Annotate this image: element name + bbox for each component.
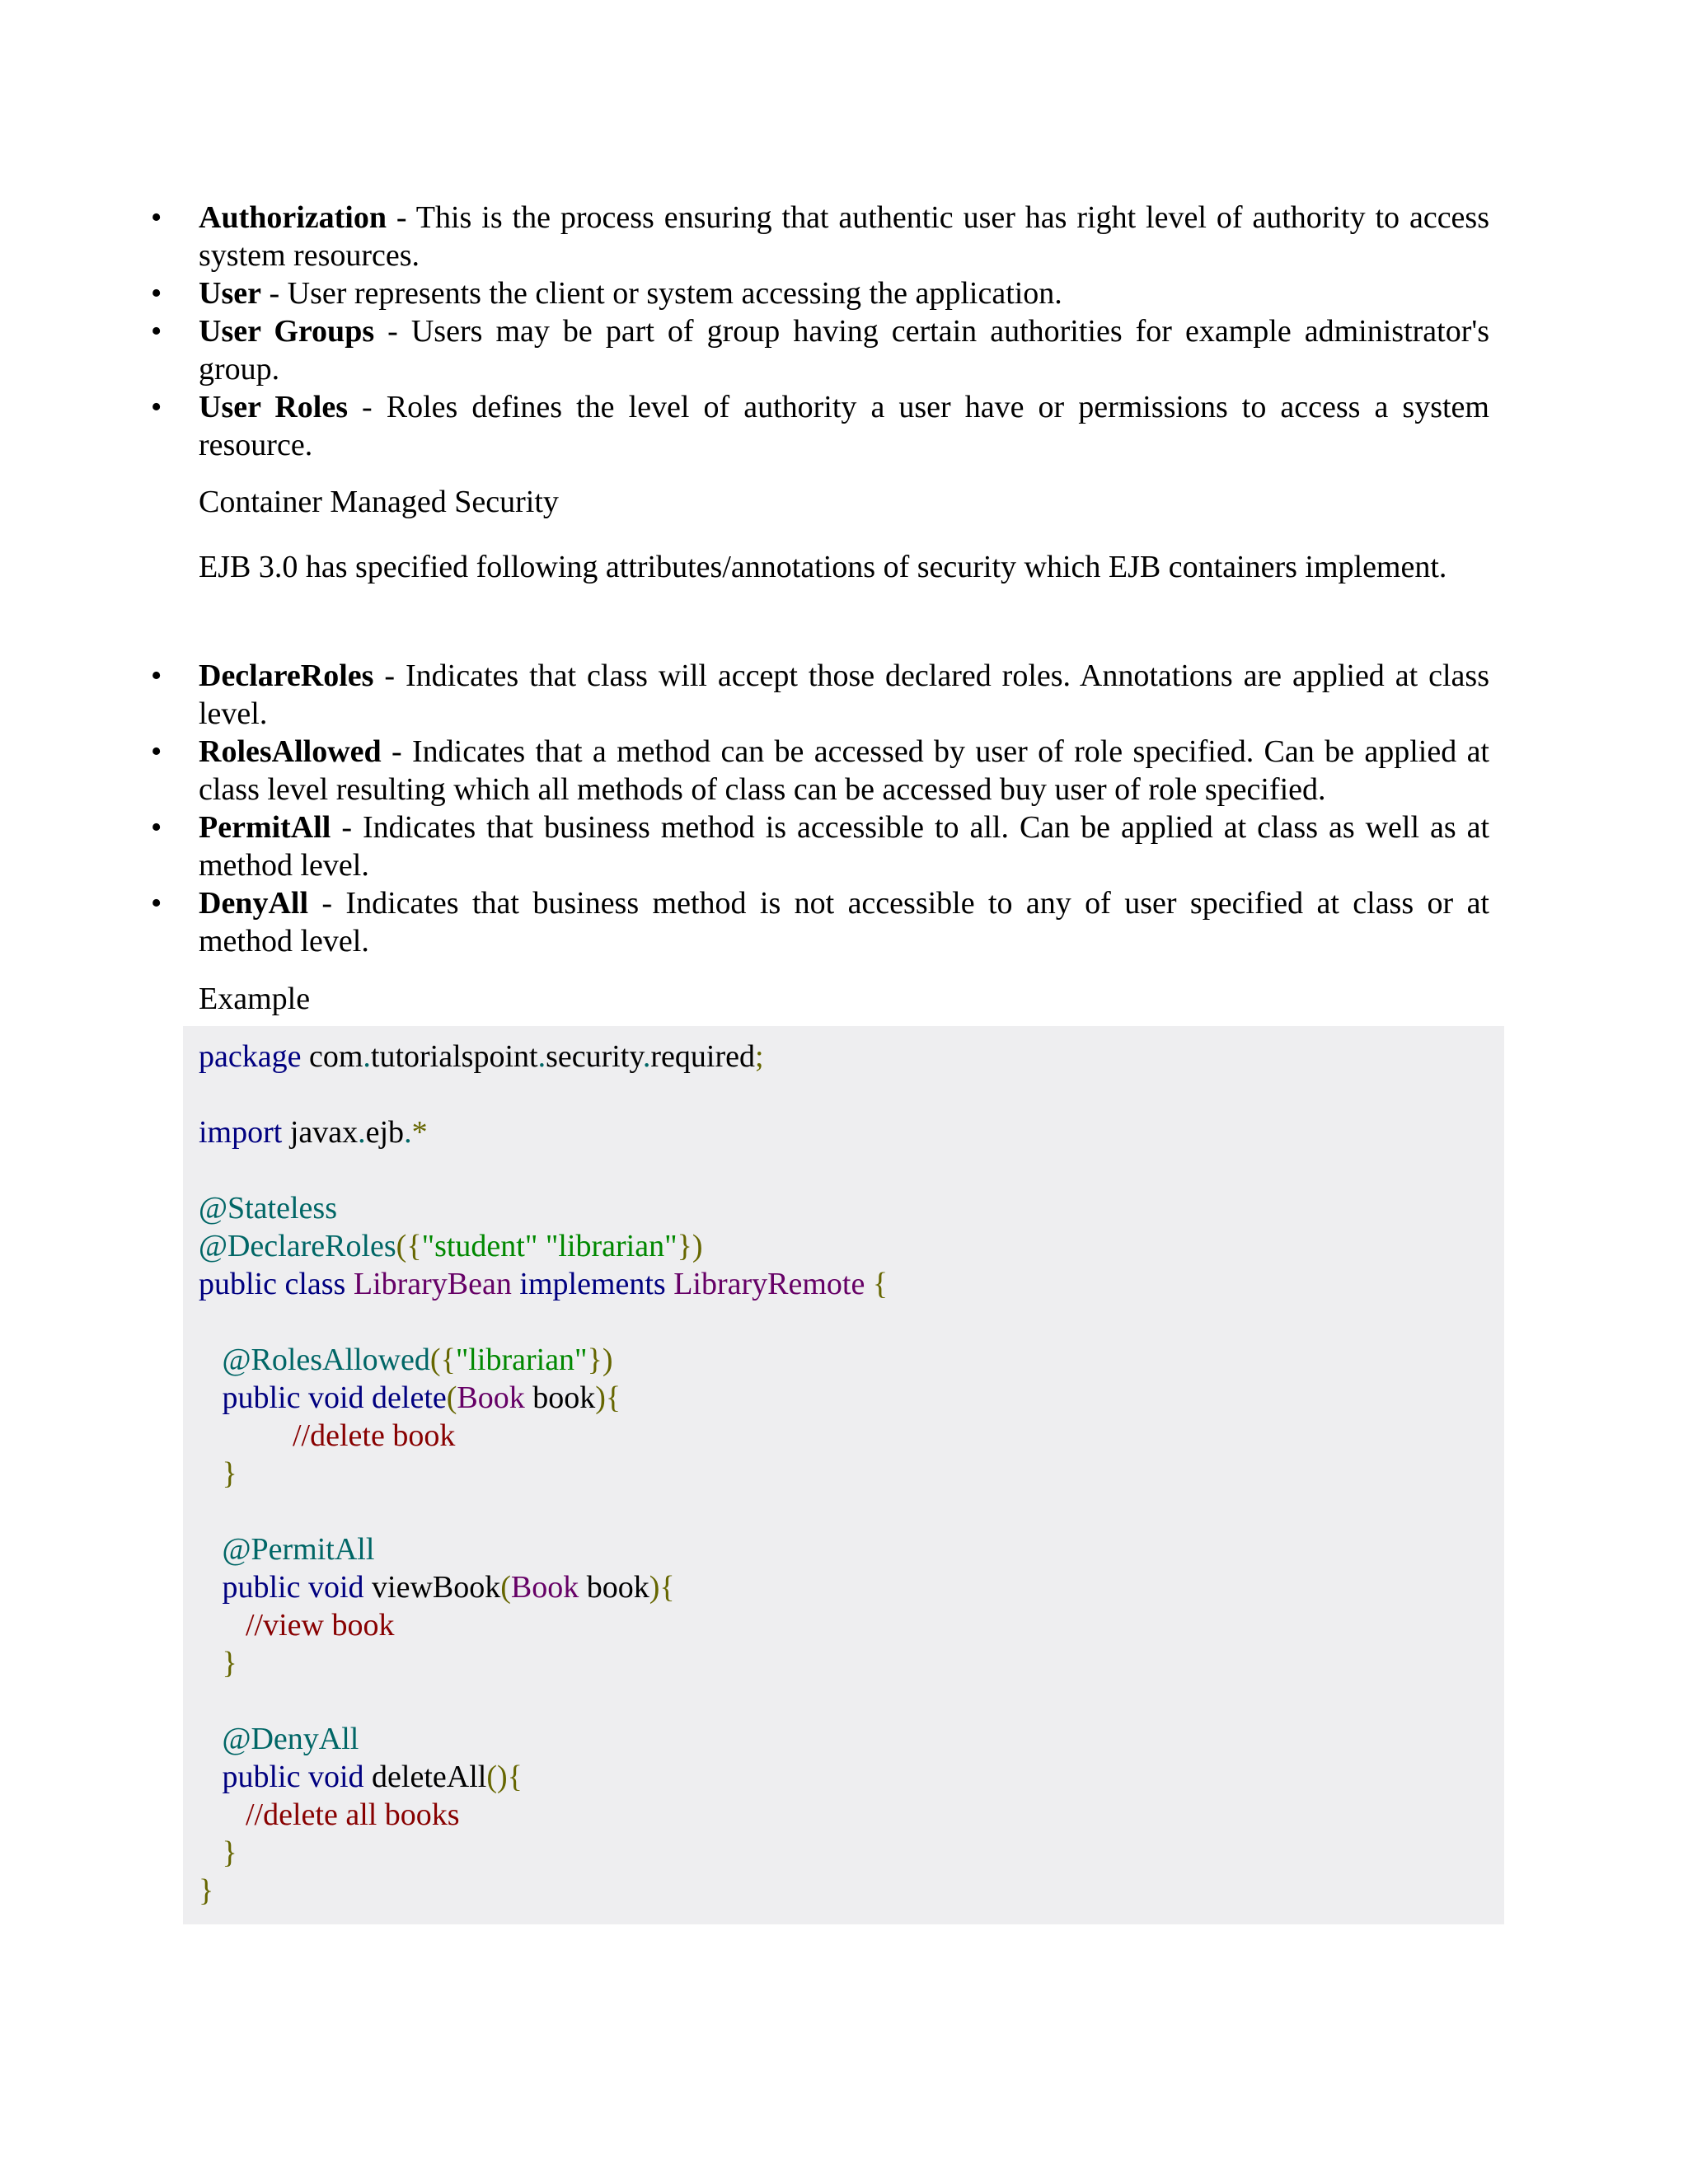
code-indent xyxy=(199,1797,246,1832)
code-comment: //delete book xyxy=(293,1418,456,1453)
code-indent xyxy=(199,1456,223,1491)
code-token xyxy=(364,1380,373,1415)
list-item-term: User Groups xyxy=(199,314,375,349)
code-token: . xyxy=(363,1039,371,1074)
security-terms-list xyxy=(0,199,1688,464)
list-item-text: - Indicates that a method can be accessed by user of role specified. Can be applied at class level resulting which all methods of class can be accessed buy user of role specified. xyxy=(199,734,1489,807)
code-token: } xyxy=(222,1646,237,1680)
list-item-text: - Indicates that class will accept those declared roles. Annotations are applied at class level. xyxy=(199,658,1489,731)
code-token xyxy=(865,1267,873,1301)
code-token: (){ xyxy=(486,1760,523,1794)
intro-paragraph: EJB 3.0 has specified following attributes/annotations of security which EJB containers implement. xyxy=(199,550,1447,584)
code-indent xyxy=(199,1570,223,1605)
code-token xyxy=(364,1760,373,1794)
code-token xyxy=(537,1229,546,1263)
code-token xyxy=(512,1267,520,1301)
code-line-denyall xyxy=(199,1720,359,1758)
code-function: delete xyxy=(372,1380,447,1415)
bullet-icon: • xyxy=(151,658,162,693)
list-item-term: DenyAll xyxy=(199,886,308,921)
list-item xyxy=(0,388,1489,464)
list-item-term: DeclareRoles xyxy=(199,658,374,693)
code-annotation: @DenyAll xyxy=(222,1722,359,1756)
list-item-text: - Indicates that business method is accessible to all. Can be applied at class as well as at method level. xyxy=(199,810,1489,883)
code-token: ({ xyxy=(429,1343,456,1377)
code-token: }) xyxy=(587,1343,613,1377)
list-item xyxy=(0,884,1489,960)
code-line-brace xyxy=(199,1834,237,1872)
list-item-text: - Indicates that business method is not accessible to any of user specified at class or at method level. xyxy=(199,886,1489,958)
code-indent xyxy=(199,1608,246,1643)
list-item-term: User xyxy=(199,276,261,311)
code-token: ){ xyxy=(595,1380,621,1415)
code-keyword: implements xyxy=(519,1267,666,1301)
code-token: ){ xyxy=(649,1570,675,1605)
code-line-stateless xyxy=(199,1189,337,1227)
bullet-icon: • xyxy=(151,886,162,921)
list-item-text: - Users may be part of group having certain authorities for example administrator's group. xyxy=(199,314,1490,387)
list-item-text: - This is the process ensuring that authentic user has right level of authority to access system resources. xyxy=(199,200,1489,273)
list-item-term: Authorization xyxy=(199,200,387,235)
code-annotation: @DeclareRoles xyxy=(199,1229,396,1263)
list-item-term: PermitAll xyxy=(199,810,331,845)
code-keyword: public void xyxy=(222,1380,364,1415)
code-token: . xyxy=(537,1039,546,1074)
code-line-permitall xyxy=(199,1530,374,1568)
code-indent xyxy=(199,1835,223,1870)
code-token: . xyxy=(404,1115,412,1150)
code-line-import xyxy=(199,1113,428,1151)
code-line-rolesallowed xyxy=(199,1341,612,1379)
code-token: . xyxy=(358,1115,366,1150)
code-line-deleteall-method xyxy=(199,1758,523,1796)
list-item xyxy=(0,808,1489,884)
code-type: Book xyxy=(457,1380,525,1415)
code-token: } xyxy=(222,1456,237,1491)
code-keyword: package xyxy=(199,1039,302,1074)
code-token xyxy=(345,1267,354,1301)
code-token: } xyxy=(199,1873,214,1908)
code-type: LibraryRemote xyxy=(673,1267,865,1301)
code-token: ( xyxy=(500,1570,511,1605)
code-token: . xyxy=(642,1039,651,1074)
code-keyword: public void xyxy=(222,1760,364,1794)
code-line-delete-method xyxy=(199,1379,621,1417)
code-annotation: @Stateless xyxy=(199,1191,337,1226)
list-item xyxy=(0,657,1489,733)
code-comment: //view book xyxy=(246,1608,395,1643)
code-token: } xyxy=(222,1835,237,1870)
code-token: required xyxy=(650,1039,755,1074)
code-line-comment xyxy=(199,1606,394,1644)
code-comment: //delete all books xyxy=(246,1797,460,1832)
code-keyword: public void xyxy=(222,1570,364,1605)
code-token: book xyxy=(579,1570,649,1605)
code-line-package xyxy=(199,1038,764,1076)
code-indent xyxy=(199,1760,223,1794)
code-function: deleteAll xyxy=(372,1760,487,1794)
code-token: }) xyxy=(677,1229,703,1263)
bullet-icon: • xyxy=(151,810,162,845)
bullet-icon: • xyxy=(151,314,162,349)
list-item-term: RolesAllowed xyxy=(199,734,382,769)
code-token: ; xyxy=(755,1039,764,1074)
code-type: Book xyxy=(510,1570,579,1605)
code-keyword: public class xyxy=(199,1267,346,1301)
list-item xyxy=(0,312,1489,388)
list-item-text: - Roles defines the level of authority a user have or permissions to access a system resource. xyxy=(199,390,1489,462)
code-token: ( xyxy=(446,1380,457,1415)
code-annotation: @RolesAllowed xyxy=(222,1343,430,1377)
list-item xyxy=(0,199,1489,274)
code-annotation: @PermitAll xyxy=(222,1532,375,1567)
section-heading: Container Managed Security xyxy=(199,485,559,519)
code-function: viewBook xyxy=(372,1570,501,1605)
code-line-closing-brace xyxy=(199,1872,213,1910)
code-indent xyxy=(199,1418,293,1453)
code-line-comment xyxy=(199,1417,455,1455)
code-line-brace xyxy=(199,1644,237,1682)
code-line-comment xyxy=(199,1796,460,1834)
code-indent xyxy=(199,1380,223,1415)
code-line-declareroles xyxy=(199,1227,703,1265)
code-keyword: import xyxy=(199,1115,283,1150)
code-indent xyxy=(199,1722,223,1756)
list-item xyxy=(0,274,1489,312)
code-indent xyxy=(199,1646,223,1680)
bullet-icon: • xyxy=(151,200,162,235)
code-token: ({ xyxy=(396,1229,422,1263)
code-line-brace xyxy=(199,1455,237,1493)
code-indent xyxy=(199,1532,223,1567)
bullet-icon: • xyxy=(151,390,162,424)
code-string: "student" xyxy=(421,1229,538,1263)
annotations-list xyxy=(0,657,1688,960)
code-type: LibraryBean xyxy=(353,1267,512,1301)
code-indent xyxy=(199,1343,223,1377)
code-token: ejb xyxy=(365,1115,405,1150)
bullet-icon: • xyxy=(151,276,162,311)
list-item-text: - User represents the client or system accessing the application. xyxy=(260,276,1062,311)
code-line-class-decl xyxy=(199,1265,888,1303)
code-string: "librarian" xyxy=(545,1229,678,1263)
code-token xyxy=(364,1570,373,1605)
code-token: { xyxy=(872,1267,889,1301)
code-token: com xyxy=(301,1039,363,1074)
code-token xyxy=(666,1267,674,1301)
code-token: tutorialspoint xyxy=(370,1039,538,1074)
code-token: * xyxy=(411,1115,428,1150)
code-line-viewbook-method xyxy=(199,1568,675,1606)
code-token: javax xyxy=(282,1115,359,1150)
code-token: book xyxy=(524,1380,596,1415)
list-item-term: User Roles xyxy=(199,390,348,424)
code-string: "librarian" xyxy=(455,1343,588,1377)
code-token: security xyxy=(546,1039,643,1074)
list-item xyxy=(0,733,1489,808)
example-label: Example xyxy=(199,982,311,1016)
bullet-icon: • xyxy=(151,734,162,769)
